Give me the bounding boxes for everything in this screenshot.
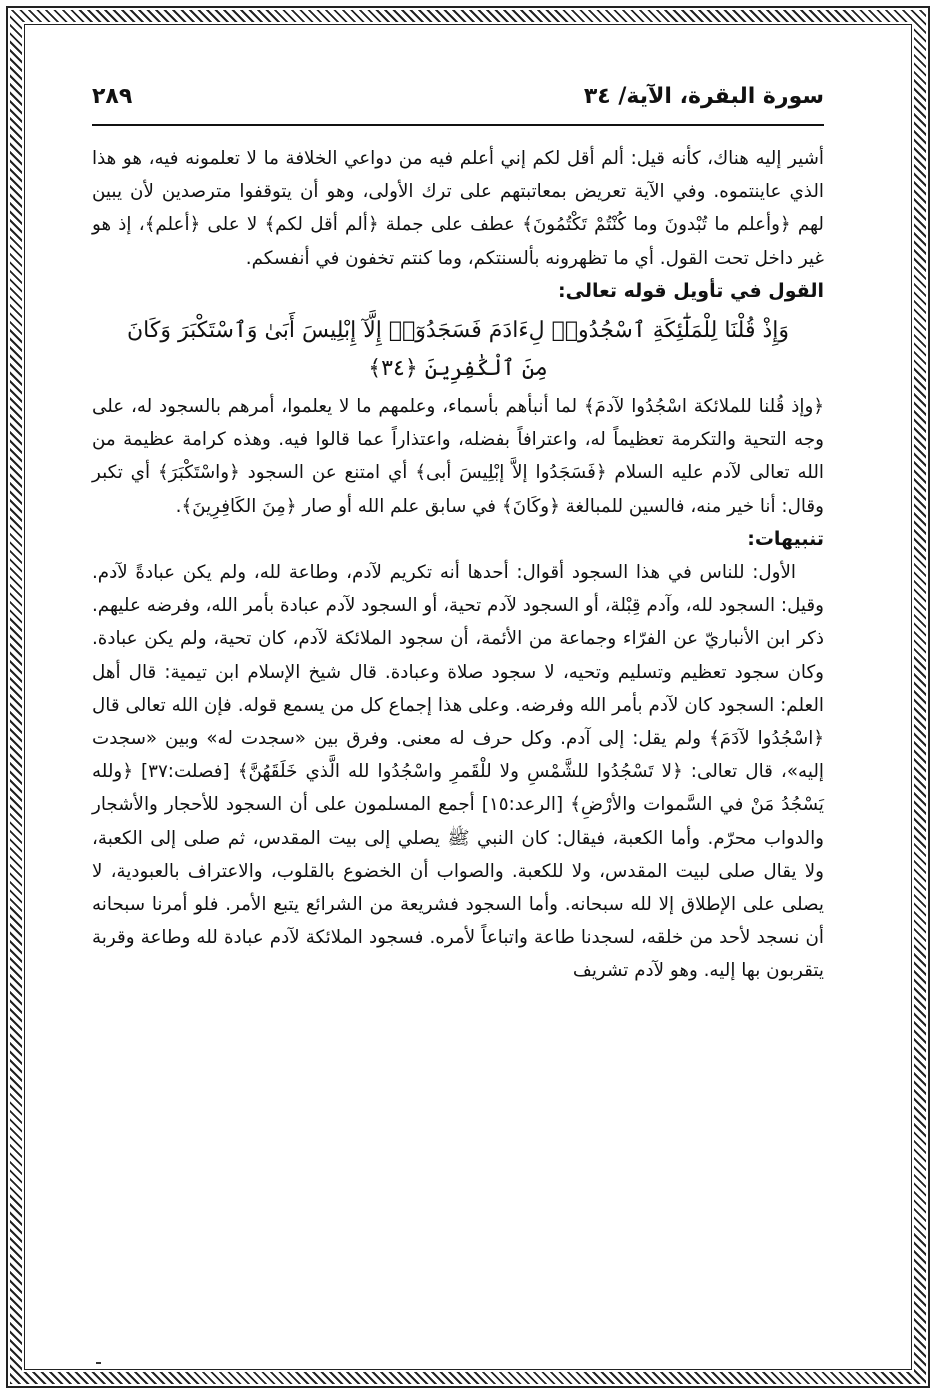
page-body: [92, 142, 824, 988]
page-number: ٢٨٩: [92, 84, 133, 109]
surah-title: سورة البقرة، الآية/ ٣٤: [583, 84, 824, 109]
section-heading: القول في تأويل قوله تعالى:: [558, 279, 824, 302]
paragraph-1: أشير إليه هناك، كأنه قيل: ألم أقل لكم إني أعلم فيه من دواعي الخلافة ما لا تعلمونه فيه، هو هذا الذي عاينتموه. وفي الآية تعريض بمعاتبتهم على ترك الأولى، وهو أن يتوقفوا مترصدين لأن يبين لهم ﴿وأعلم ما تُبْدونَ وما كُنْتُمْ تَكْتُمُونَ﴾ عطف على جملة ﴿ألم أقل لكم﴾ لا على ﴿أعلم﴾، إذ هو غير داخل تحت القول. أي ما تظهرونه بألسنتكم، وما كنتم تخفون في أنفسكم.: [92, 148, 824, 269]
running-header: [92, 84, 824, 118]
notes-heading: تنبيهات:: [747, 527, 824, 550]
verse-line-2: مِنَ ٱلْكَٰفِرِينَ ﴿٣٤﴾: [368, 356, 548, 382]
header-rule: [92, 124, 824, 126]
verse-line-1: وَإِذْ قُلْنَا لِلْمَلَٰٓئِكَةِ ٱسْجُدُوا۟ لِءَادَمَ فَسَجَدُوٓا۟ إِلَّآ إِبْلِيسَ أَبَىٰ وَٱسْتَكْبَرَ وَكَانَ: [127, 318, 789, 344]
paragraph-2: ﴿وإذ قُلنا للملائكة اسْجُدُوا لآدمَ﴾ لما أنبأهم بأسماء، وعلمهم ما لا يعلموا، أمرهم بالسجود له، على وجه التحية والتكرمة تعظيماً له، واعترافاً بفضله، واعتذاراً عما قالوا فيه. وهذه كرامة عظيمة من الله تعالى لآدم عليه السلام ﴿فَسَجَدُوا إلاَّ إبْلِيسَ أبى﴾ أي امتنع عن السجود ﴿واسْتَكْبَرَ﴾ أي تكبر وقال: أنا خير منه، فالسين للمبالغة ﴿وكَانَ﴾ في سابق علم الله أو صار ﴿مِنَ الكَافِرِينَ﴾.: [92, 396, 824, 517]
page-mark: [96, 1362, 101, 1364]
paragraph-3: الأول: للناس في هذا السجود أقوال: أحدها أنه تكريم لآدم، وطاعة لله، ولم يكن عبادةً لآدم. وقيل: السجود لله، وآدم قِبْلة، أو السجود لآدم تحية، أو السجود لآدم عبادة بأمر الله، وفرضه عليهم. ذكر ابن الأنباريّ عن الفرّاء وجماعة من الأئمة، أن سجود الملائكة لآدم، كان تحية، ولم يكن عبادة. وكان سجود تعظيم وتسليم وتحيه، لا سجود صلاة وعبادة. قال شيخ الإسلام ابن تيمية: قال أهل العلم: السجود كان لآدم بأمر الله وفرضه. وعلى هذا إجماع كل من يسمع قوله. فإن الله تعالى قال ﴿اسْجُدُوا لآدَمَ﴾ ولم يقل: إلى آدم. وكل حرف له معنى. وفرق بين «سجدت له» وبين «سجدت إليه»، قال تعالى: ﴿لا تَسْجُدُوا للشَّمْسِ ولا للْقَمرِ واسْجُدُوا لله الَّذي خَلَقَهُنَّ﴾ [فصلت:٣٧] ﴿ولله يَسْجُدُ مَنْ في السَّموات والأرْضِ﴾ [الرعد:١٥] أجمع المسلمون على أن السجود للأحجار والأشجار والدواب محرّم. وأما الكعبة، فيقال: كان النبي ﷺ يصلي إلى بيت المقدس، ثم صلى إلى الكعبة، ولا يقال صلى لبيت المقدس، ولا للكعبة. والصواب أن الخضوع بالقلوب، والاعتراف بالعبودية، لا يصلى على الإطلاق إلا لله سبحانه. وأما السجود فشريعة من الشرائع يتبع الأمر. فلو أمرنا سبحانه أن نسجد لأحد من خلقه، لسجدنا طاعة واتباعاً لأمره. فسجود الملائكة لآدم عبادة لله وطاعة وقربة يتقربون بها إليه. وهو لآدم تشريف: [92, 562, 824, 982]
quran-verse: [92, 312, 824, 388]
